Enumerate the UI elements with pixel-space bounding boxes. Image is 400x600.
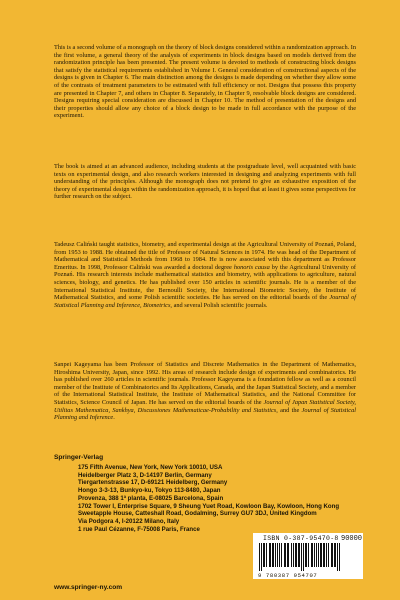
author2-text-a: Sanpei Kageyama has been Professor of Statistics and Discrete Mathematics in the Department of Mathematics, Hiroshima University, Japan, since 1992. His areas of research include design of experiments and combinatorics. He has published over 260 articles in scientific journals. Professor Kageyama is a foundation fellow as well as a council member of the Institute of Combinatorics and Its Applications, Canada, and the Japan Statistical Society, and a member of the International Statistical Institute, the Institute of Mathematical Statistics, and the National Committee for Statistics, Science Council of Japan. He has served on the editorial boards of the (54, 361, 356, 406)
publisher-website[interactable]: www.springer-ny.com (54, 584, 123, 591)
publisher-addresses (78, 464, 368, 533)
description-paragraph-1: This is a second volume of a monograph on the theory of block designs considered within a randomization approach. In the first volume, a general theory of the analysis of experiments in block designs based on models derived from the randomization principle has been presented. The present volume is devoted to methods of constructing block designs that satisfy the statistical requirements established in Volume I. General consideration of constructional aspects of the designs is given in Chapter 6. The main distinction among the designs is made depending on whether they allow some of the contrasts of treatment parameters to be estimated with full efficiency or not. Designs that possess this property are presented in Chapter 7, and others in Chapter 8. Separately, in Chapter 9, resolvable block designs are considered. Designs requiring special consideration are discussed in Chapter 10. The method of presentation of the designs and their properties should allow any choice of a block design to be made in full accordance with the purpose of the experiment. (54, 44, 356, 120)
address-line: Tiergartenstrasse 17, D-69121 Heidelberg, Germany (78, 479, 228, 487)
isbn-label: ISBN 0-387-95470-8 (263, 535, 339, 542)
address-line: 1 rue Paul Cézanne, F-75008 Paris, France (78, 525, 200, 533)
address-line: Provenza, 388 1ª planta, E-08025 Barcelona, Spain (78, 494, 224, 502)
address-line: Hongo 3-3-13, Bunkyo-ku, Tokyo 113-8480, Japan (78, 487, 221, 495)
author1-honoris: honoris causa (233, 263, 270, 271)
author2-text-b: , and the (276, 406, 302, 414)
author2-journal-last: Journal of Statistical Planning and Inference (54, 406, 356, 422)
address-line: Via Podgora 4, I-20122 Milano, Italy (78, 517, 180, 525)
address-line: 175 Fifth Avenue, New York, New York 10010, USA (78, 464, 223, 471)
author1-text-b: by the Agricultural University of Poznań. His research interests include mathematical statistics and biometry, with applications to agriculture, natural sciences, biology, and genetics. He has published over 150 articles in scientific journals. He is a member of the International Statistical Institute, the Bernoulli Society, the International Biometric Society, the Institute of Mathematical Statistics, and some Polish scientific societies. He has served on the editorial boards of the (54, 263, 356, 302)
description-paragraph-2: The book is aimed at an advanced audience, including students at the postgraduate level, well acquainted with basic texts on experimental design, and also research workers interested in designing and analyzing experiments with full understanding of the principles. Although the monograph does not pretend to give an exhaustive exposition of the theory of experimental design within the randomization approach, it is hoped that at least it gives some perspectives for further research on the subject. (54, 163, 356, 201)
author2-text-c: . (113, 414, 115, 422)
author2-journals: Journal of Japan Statistical Society, Utilitas Mathematica, Sankhya, Discussiones Mathematicae-Probability and Statistics (54, 398, 356, 414)
address-line: 1702 Tower I, Enterprise Square, 9 Sheung Yuet Road, Kowloon Bay, Kowloon, Hong Kong (78, 502, 340, 510)
author1-text-a: Tadeusz Caliński taught statistics, biometry, and experimental design at the Agricultural University of Poznań, Poland, from 1953 to 1988. He obtained the title of Professor of Natural Sciences in 1974. He was head of the Department of Mathematical and Statistical Methods from 1968 to 1984. He is now associated with this department as Professor Emeritus. In 1998, Professor Caliński was awarded a doctoral degree (54, 241, 356, 271)
address-line: Heidelberger Platz 3, D-14197 Berlin, Germany (78, 471, 212, 479)
author-bio-calinski (54, 241, 356, 309)
price-code: 90000 (341, 535, 363, 543)
author-bio-kageyama (54, 361, 356, 422)
address-line: Sweetapple House, Catteshall Road, Godalming, Surrey GU7 3DJ, United Kingdom (78, 510, 317, 518)
barcode-icon (257, 543, 359, 571)
author1-text-c: , and several Polish scientific journals. (170, 301, 268, 309)
barcode-number: 9 780387 954707 (258, 572, 318, 579)
author1-journal: Journal of Statistical Planning and Inference, Biometrics (54, 294, 357, 309)
publisher-label: Springer-Verlag (54, 454, 104, 461)
